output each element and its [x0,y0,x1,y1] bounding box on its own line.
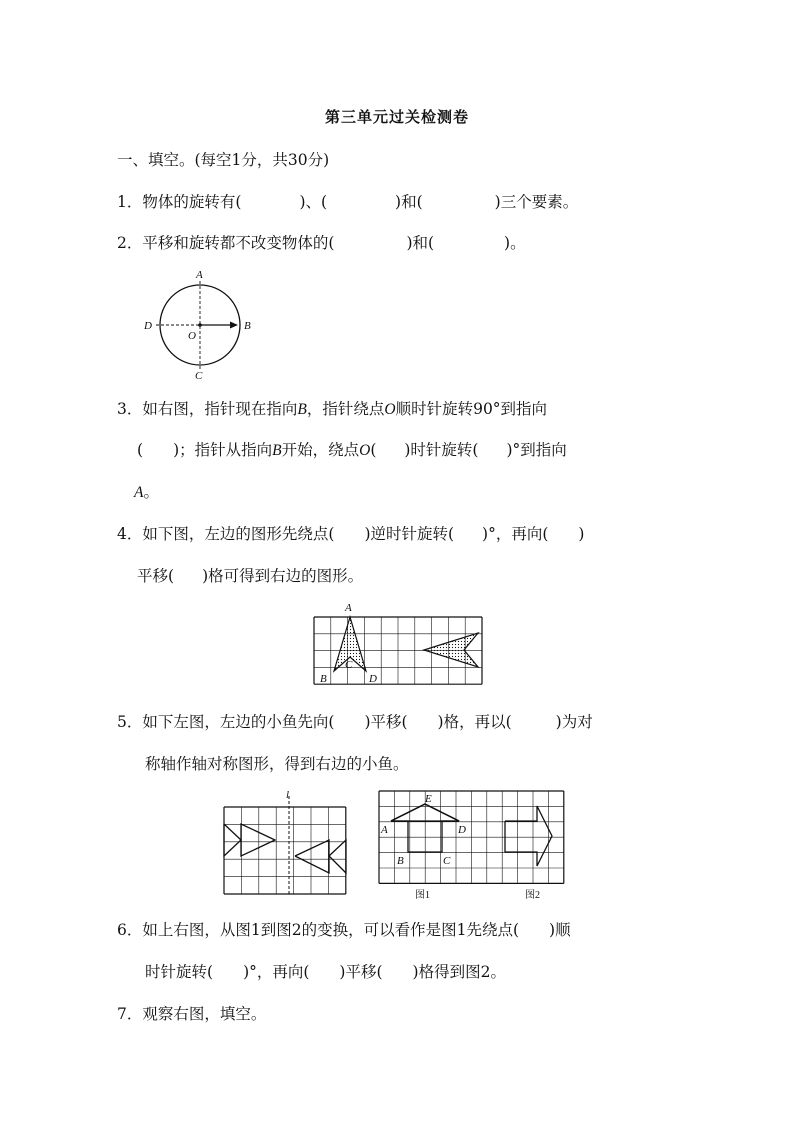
point-label-e: E [425,793,432,805]
fish-right-body [295,840,329,873]
question-6: 6．如上右图，从图1到图2的变换，可以看作是图1先绕点( )顺 [117,921,571,939]
point-label-a: A [381,824,388,836]
point-label-b: B [244,320,251,332]
fish-left-body [241,824,275,856]
question-number: 2． [117,234,143,252]
question-7: 7．观察右图，填空。 [117,1005,267,1023]
point-label-d: D [144,320,152,332]
fish-symmetry-figure [222,788,352,898]
question-number: 1． [117,193,143,211]
point-label-a: A [196,269,203,281]
point-label-c: C [195,370,203,382]
question-5-line-2: 称轴作轴对称图形，得到右边的小鱼。 [145,755,409,773]
rotation-grid-figure [310,601,490,683]
point-label-b: B [397,855,404,867]
question-6-line-2: 时针旋转( )°，再向( )平移( )格得到图2。 [145,963,506,981]
point-label-d: D [458,824,466,836]
house-shape-fig2 [505,806,552,866]
question-3-line-2: ( )；指针从指向B开始，绕点O( )时针旋转( )°到指向 [137,441,567,459]
fish-left [224,824,241,856]
point-label-o: O [188,330,196,342]
question-number: 7． [117,1005,143,1023]
transform-grid-figure [377,788,572,903]
question-4-line-2: 平移( )格可得到右边的图形。 [137,567,364,585]
question-number: 6． [117,921,143,939]
section-heading: 一、填空。(每空1分，共30分) [117,151,330,169]
point-label-b: B [320,673,327,685]
point-label-a: A [345,602,352,614]
question-number: 5． [117,713,143,731]
question-5: 5．如下左图，左边的小鱼先向( )平移( )格，再以( )为对 [117,713,593,731]
caption-fig1: 图1 [415,890,430,901]
page-title: 第三单元过关检测卷 [324,108,469,126]
caption-fig2: 图2 [525,890,540,901]
question-number: 4． [117,525,143,543]
question-3: 3．如右图，指针现在指向B，指针绕点O顺时针旋转90°到指向 [117,400,548,418]
fish-right-tail [329,840,346,873]
grid [379,791,564,883]
point-label-c: C [345,659,353,671]
question-1: 1．物体的旋转有( )、( )和( )三个要素。 [117,193,579,211]
question-4: 4．如下图，左边的图形先绕点( )逆时针旋转( )°，再向( ) [117,525,585,543]
question-number: 3． [117,400,143,418]
shaded-arrow-shape-right [424,633,478,667]
clock-pointer-figure [142,268,272,383]
point-label-d: D [369,673,377,685]
axis-label-l: l [286,789,290,801]
question-2: 2．平移和旋转都不改变物体的( )和( )。 [117,234,526,252]
question-3-line-3: A。 [134,483,159,501]
grid [224,807,346,894]
point-label-c: C [443,855,451,867]
